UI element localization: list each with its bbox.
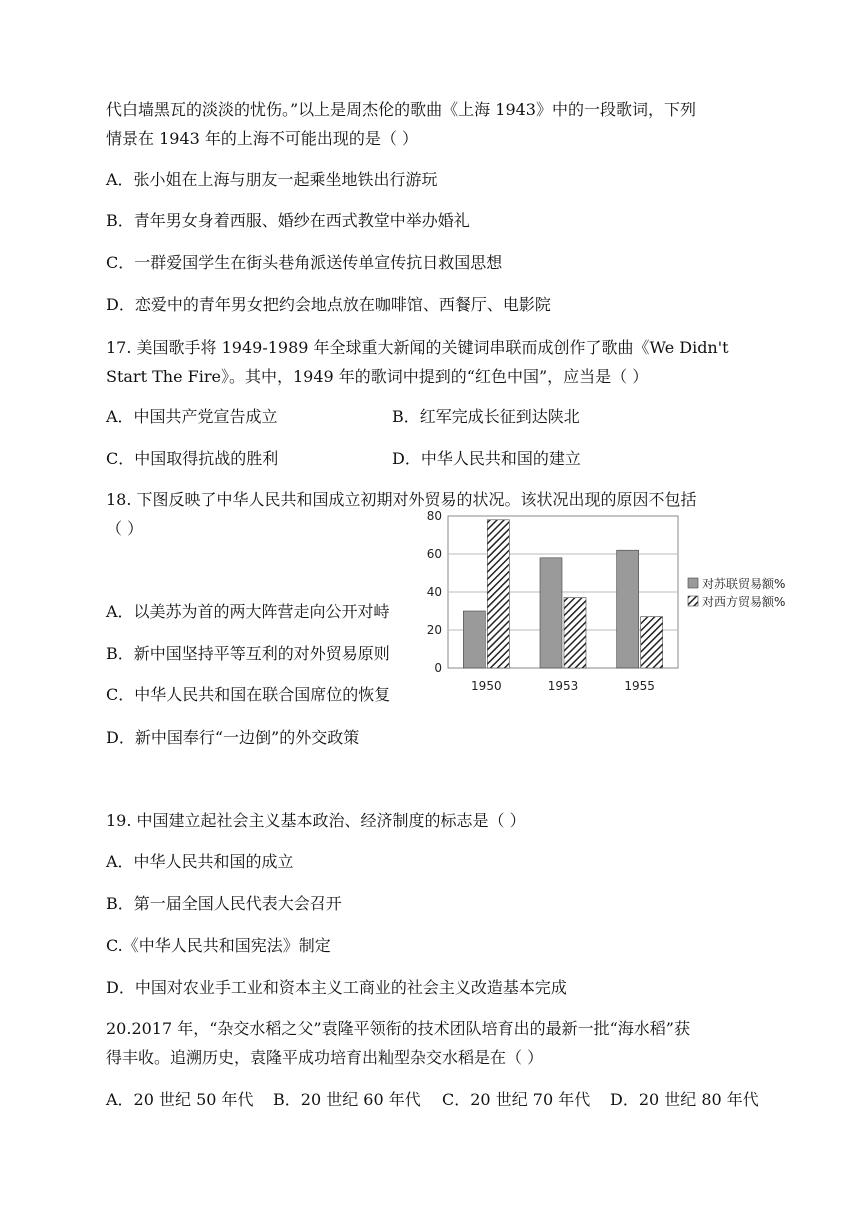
bar-1953-series-0 bbox=[540, 558, 562, 668]
q20-option-d: D．20 世纪 80 年代 bbox=[610, 1090, 759, 1109]
legend-swatch-0 bbox=[688, 578, 698, 588]
x-tick-label: 1953 bbox=[547, 679, 579, 693]
q19-option-c: C.《中华人民共和国宪法》制定 bbox=[106, 936, 331, 955]
bar-1950-series-1 bbox=[487, 520, 509, 668]
x-tick-label: 1950 bbox=[471, 679, 502, 693]
y-tick-label: 60 bbox=[426, 547, 442, 561]
question-16-text-line-1: 代白墙黑瓦的淡淡的忧伤。”以上是周杰伦的歌曲《上海 1943》中的一段歌词，下列 bbox=[106, 100, 696, 119]
legend-swatch-1 bbox=[688, 596, 698, 606]
q16-option-c: C．一群爱国学生在街头巷角派送传单宣传抗日救国思想 bbox=[106, 253, 503, 272]
question-18-text-line-1: 18. 下图反映了中华人民共和国成立初期对外贸易的状况。该状况出现的原因不包括 bbox=[106, 490, 697, 509]
x-tick-label: 1955 bbox=[624, 679, 655, 693]
legend-label-0: 对苏联贸易额% bbox=[702, 577, 786, 591]
q18-option-c: C．中华人民共和国在联合国席位的恢复 bbox=[106, 685, 391, 704]
bar-1955-series-0 bbox=[617, 550, 639, 668]
bar-1955-series-1 bbox=[641, 617, 663, 668]
question-20-text-line-2: 得丰收。追溯历史，袁隆平成功培育出籼型杂交水稻是在（ ） bbox=[106, 1048, 544, 1067]
q20-option-b: B．20 世纪 60 年代 bbox=[273, 1090, 421, 1109]
y-tick-label: 0 bbox=[434, 661, 442, 675]
bar-1950-series-0 bbox=[463, 611, 485, 668]
q16-option-b: B．青年男女身着西服、婚纱在西式教堂中举办婚礼 bbox=[106, 211, 470, 230]
question-18-text-line-2: （ ） bbox=[106, 519, 144, 538]
y-tick-label: 40 bbox=[426, 585, 442, 599]
y-tick-label: 80 bbox=[426, 509, 442, 523]
question-20-text-line-1: 20.2017 年，“杂交水稻之父”袁隆平领衔的技术团队培育出的最新一批“海水稻”获 bbox=[106, 1019, 690, 1038]
q17-option-a: A．中国共产党宣告成立 bbox=[106, 407, 278, 426]
q20-option-c: C．20 世纪 70 年代 bbox=[442, 1090, 591, 1109]
q16-option-a: A．张小姐在上海与朋友一起乘坐地铁出行游玩 bbox=[106, 170, 438, 189]
q17-option-c: C．中国取得抗战的胜利 bbox=[106, 449, 279, 468]
question-17-text-line-1: 17. 美国歌手将 1949-1989 年全球重大新闻的关键词串联而成创作了歌曲《We Didn't bbox=[106, 338, 729, 357]
q18-option-b: B．新中国坚持平等互利的对外贸易原则 bbox=[106, 644, 390, 663]
bar-1953-series-1 bbox=[564, 598, 586, 668]
q20-option-a: A．20 世纪 50 年代 bbox=[106, 1090, 254, 1109]
question-17-text-line-2: Start The Fire》。其中，1949 年的歌词中提到的“红色中国”，应当是（ ） bbox=[106, 367, 649, 386]
question-19-text-line-1: 19. 中国建立起社会主义基本政治、经济制度的标志是（ ） bbox=[106, 811, 526, 830]
q16-option-d: D．恋爱中的青年男女把约会地点放在咖啡馆、西餐厅、电影院 bbox=[106, 295, 551, 314]
q19-option-d: D．中国对农业手工业和资本主义工商业的社会主义改造基本完成 bbox=[106, 978, 567, 997]
q19-option-a: A．中华人民共和国的成立 bbox=[106, 852, 294, 871]
q18-option-a: A．以美苏为首的两大阵营走向公开对峙 bbox=[106, 602, 390, 621]
q18-option-d: D．新中国奉行“一边倒”的外交政策 bbox=[106, 728, 360, 747]
y-tick-label: 20 bbox=[426, 623, 442, 637]
q17-option-d: D．中华人民共和国的建立 bbox=[392, 449, 581, 468]
q17-option-b: B．红军完成长征到达陕北 bbox=[392, 407, 580, 426]
question-16-text-line-2: 情景在 1943 年的上海不可能出现的是（ ） bbox=[106, 129, 418, 148]
trade-bar-chart bbox=[418, 506, 818, 696]
q19-option-b: B．第一届全国人民代表大会召开 bbox=[106, 894, 342, 913]
legend-label-1: 对西方贸易额% bbox=[702, 595, 786, 609]
